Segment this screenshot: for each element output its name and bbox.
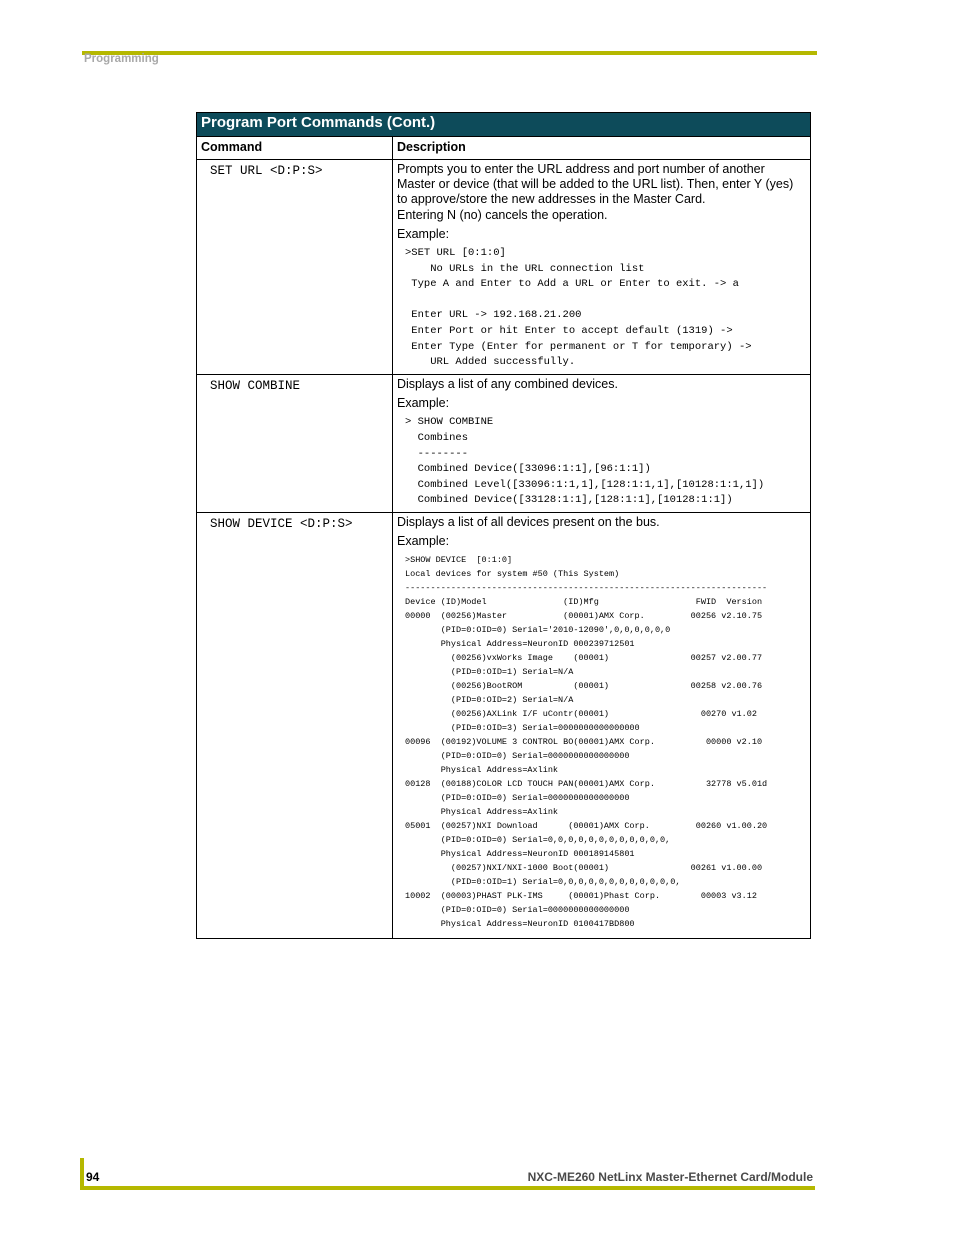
page-number: 94 xyxy=(86,1170,100,1184)
table-row xyxy=(197,160,810,375)
description-cell xyxy=(393,375,810,512)
command-cell: SHOW DEVICE <D:P:S> xyxy=(197,513,393,938)
table-header-row xyxy=(197,137,810,160)
code-example: >SHOW DEVICE [0:1:0] Local devices for system #50 (This System) ----------------------------------------------------------------------- Device (ID)Model (ID)Mfg FWID Version 00000 (00256)Master (00001)AMX Corp. 00256 v2.10.75 (PID=0:OID=0) Serial='2010-12090',0,0,0,0,0,0 Physical Address=NeuronID 000239712501 (00256)vxWorks Image (00001) 00257 v2.00.77 (PID=0:OID=1) Serial=N/A (00256)BootROM (00001) 00258 v2.00.76 (PID=0:OID=2) Serial=N/A (00256)AXLink I/F uContr(00001) 00270 v1.02 (PID=0:OID=3) Serial=0000000000000000 00096 (00192)VOLUME 3 CONTROL BO(00001)AMX Corp. 00000 v2.10 (PID=0:OID=0) Serial=0000000000000000 Physical Address=Axlink 00128 (00188)COLOR LCD TOUCH PAN(00001)AMX Corp. 32778 v5.01d (PID=0:OID=0) Serial=0000000000000000 Physical Address=Axlink 05001 (00257)NXI Download (00001)AMX Corp. 00260 v1.00.20 (PID=0:OID=0) Serial=0,0,0,0,0,0,0,0,0,0,0,0, Physical Address=NeuronID 000189145801 (00257)NXI/NXI-1000 Boot(00001) 00261 v1.00.00 (PID=0:OID=1) Serial=0,0,0,0,0,0,0,0,0,0,0,0, 10002 (00003)PHAST PLK-IMS (00001)Phast Corp. 00003 v3.12 (PID=0:OID=0) Serial=0000000000000000 Physical Address=NeuronID 0100417BD800 xyxy=(405,555,768,930)
command-cell: SHOW COMBINE xyxy=(197,375,393,512)
description-text: Displays a list of all devices present on the bus. xyxy=(397,515,660,529)
example-label: Example: xyxy=(397,396,450,411)
description-text: Prompts you to enter the URL address and port number of another Master or device (that will be added to the URL list). Then, enter Y (yes) to approve/store the new addresses in the Master Card. xyxy=(397,162,794,207)
column-header-command: Command xyxy=(197,137,393,159)
example-label: Example: xyxy=(397,226,450,241)
table-title: Program Port Commands (Cont.) xyxy=(197,113,810,137)
section-label: Programming xyxy=(84,53,159,65)
example-label: Example: xyxy=(397,534,450,549)
table-row xyxy=(197,513,810,938)
description-cell xyxy=(393,513,810,938)
bottom-rule xyxy=(80,1186,815,1190)
column-header-description: Description xyxy=(397,140,466,154)
description-cell xyxy=(393,160,810,374)
code-example: >SET URL [0:1:0] No URLs in the URL connection list Type A and Enter to Add a URL or Enter to exit. -> a Enter URL -> 192.168.21.200 Enter Port or hit Enter to accept default (1319) -> Enter Type (Enter for permanent or T for temporary) -> URL Added successfully. xyxy=(405,247,752,369)
top-rule xyxy=(82,51,817,55)
commands-table xyxy=(196,112,811,939)
command-cell: SET URL <D:P:S> xyxy=(197,160,393,374)
description-text: Entering N (no) cancels the operation. xyxy=(397,207,608,222)
table-row xyxy=(197,375,810,513)
document-title: NXC-ME260 NetLinx Master-Ethernet Card/Module xyxy=(527,1170,813,1184)
code-example: > SHOW COMBINE Combines -------- Combined Device([33096:1:1],[96:1:1]) Combined Level([33096:1:1,1],[128:1:1,1],[10128:1:1,1]) Combined Device([33128:1:1],[128:1:1],[10128:1:1]) xyxy=(405,416,765,507)
description-text: Displays a list of any combined devices. xyxy=(397,377,618,391)
